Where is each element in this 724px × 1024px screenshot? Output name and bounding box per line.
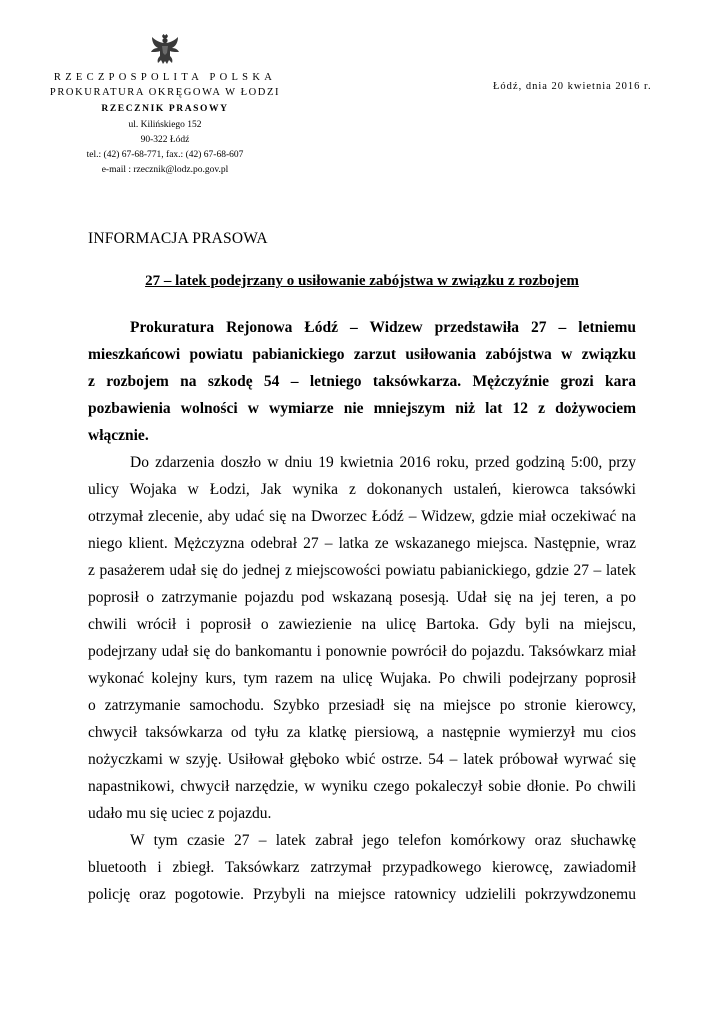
body-paragraph-line: [88, 638, 636, 665]
text-line: podejrzany udał się do bankomantu i ponownie powrócił do pojazdu. Taksówkarz miał: [88, 643, 636, 660]
letterhead: [40, 70, 290, 178]
text-line: policję oraz pogotowie. Przybyli na miejsce ratownicy udzielili pokrzywdzonemu: [88, 886, 636, 903]
letterhead-office: PROKURATURA OKRĘGOWA W ŁODZI: [49, 87, 281, 98]
document-body: [88, 314, 636, 908]
body-paragraph-line: [88, 449, 636, 476]
text-line: udało mu się uciec z pojazdu.: [88, 805, 272, 822]
body-paragraph-line: [88, 503, 636, 530]
polish-eagle-icon: [150, 33, 180, 67]
text-line: chwycił taksówkarza od tyłu za klatkę piersiową, a następnie wymierzył mu cios: [88, 724, 636, 741]
text-line: z rozbojem na szkodę 54 – letniego taksówkarza. Mężczyźnie grozi kara: [88, 373, 636, 390]
body-paragraph-line: [88, 584, 636, 611]
document-date: Łódź, dnia 20 kwietnia 2016 r.: [493, 81, 652, 92]
letterhead-country: RZECZPOSPOLITA POLSKA: [53, 72, 277, 83]
body-paragraph-line: [88, 881, 636, 908]
text-line: niego klient. Mężczyzna odebrał 27 – latka ze wskazanego miejsca. Następnie, wraz: [88, 535, 636, 552]
body-paragraph-line: [88, 476, 636, 503]
letterhead-role: RZECZNIK PRASOWY: [101, 104, 229, 114]
letterhead-street: ul. Kilińskiego 152: [128, 120, 202, 130]
body-paragraph-line: [88, 800, 636, 827]
lead-paragraph: [88, 314, 636, 341]
text-line: napastnikowi, chwycił narzędzie, w wyniku czego pokaleczył sobie dłonie. Po chwili: [88, 778, 636, 795]
lead-paragraph: [88, 422, 636, 449]
text-line: wykonać kolejny kurs, tym razem na ulicę Wujaka. Po chwili podejrzany poprosił: [88, 670, 636, 687]
body-paragraph-line: [88, 773, 636, 800]
body-paragraph-line: [88, 530, 636, 557]
text-line: W tym czasie 27 – latek zabrał jego telefon komórkowy oraz słuchawkę: [130, 832, 636, 849]
text-line: Prokuratura Rejonowa Łódź – Widzew przedstawiła 27 – letniemu: [130, 319, 636, 336]
text-line: włącznie.: [88, 427, 149, 444]
text-line: otrzymał zlecenie, aby udać się na Dworzec Łódź – Widzew, gdzie miał oczekiwać na: [88, 508, 636, 525]
text-line: nożyczkami w szyję. Usiłował głęboko wbić ostrze. 54 – latek próbował wyrwać się: [88, 751, 636, 768]
lead-paragraph: [88, 395, 636, 422]
text-line: o zatrzymanie samochodu. Szybko przesiadł się na miejsce po stronie kierowcy,: [88, 697, 636, 714]
lead-paragraph: [88, 341, 636, 368]
letterhead-city: 90-322 Łódź: [140, 135, 190, 145]
body-paragraph-line: [88, 557, 636, 584]
text-line: bluetooth i zbiegł. Taksówkarz zatrzymał przypadkowego kierowcę, zawiadomił: [88, 859, 636, 876]
letterhead-email: e-mail : rzecznik@lodz.po.gov.pl: [101, 165, 229, 175]
text-line: ulicy Wojaka w Łodzi, Jak wynika z dokonanych ustaleń, kierowca taksówki: [88, 481, 636, 498]
body-paragraph-line: [88, 746, 636, 773]
text-line: poprosił o zatrzymanie pojazdu pod wskazaną posesją. Udał się na jej teren, a po: [88, 589, 636, 606]
text-line: Do zdarzenia doszło w dniu 19 kwietnia 2016 roku, przed godziną 5:00, przy: [130, 454, 636, 471]
press-headline: 27 – latek podejrzany o usiłowanie zabójstwa w związku z rozbojem: [145, 273, 579, 289]
letterhead-phone: tel.: (42) 67-68-771, fax.: (42) 67-68-607: [86, 150, 244, 160]
text-line: pozbawienia wolności w wymiarze nie mniejszym niż lat 12 z dożywociem: [88, 400, 636, 417]
body-paragraph-line: [88, 665, 636, 692]
document-title: INFORMACJA PRASOWA: [88, 230, 268, 247]
body-paragraph-line: [88, 827, 636, 854]
text-line: chwili wrócił i poprosił o zawiezienie na ulicę Bartoka. Gdy byli na miejscu,: [88, 616, 636, 633]
lead-paragraph: [88, 368, 636, 395]
body-paragraph-line: [88, 719, 636, 746]
text-line: z pasażerem udał się do jednej z miejscowości powiatu pabianickiego, gdzie 27 – latek: [88, 562, 636, 579]
text-line: mieszkańcowi powiatu pabianickiego zarzut usiłowania zabójstwa w związku: [88, 346, 636, 363]
body-paragraph-line: [88, 854, 636, 881]
body-paragraph-line: [88, 611, 636, 638]
body-paragraph-line: [88, 692, 636, 719]
